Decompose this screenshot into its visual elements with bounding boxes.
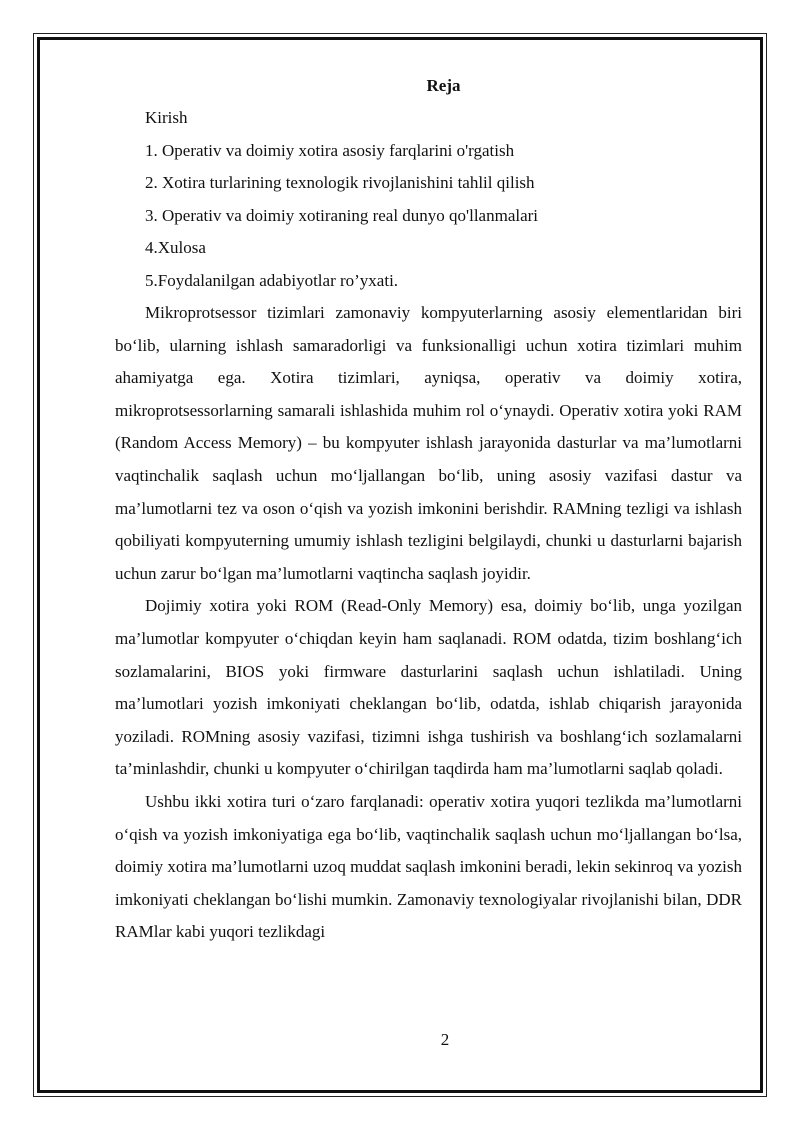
document-title: Reja <box>426 76 461 95</box>
plan-item-introduction: Kirish <box>145 108 188 127</box>
paragraph-2: Dojimiy xotira yoki ROM (Read-Only Memory) esa, doimiy bo‘lib, unga yozilgan ma’lumotlar kompyuter o‘chiqdan keyin ham saqlanadi. ROM odatda, tizim boshlang‘ich sozlamalarini, BIOS yoki firmware dasturlarini saqlash uchun ishlatiladi. Uning ma’lumotlari yozish imkoniyati cheklangan bo‘lib, odatda, ishlab chiqarish jarayonida yoziladi. ROMning asosiy vazifasi, tizimni ishga tushirish va boshlang‘ich sozlamalarni ta’minlashdir, chunki u kompyuter o‘chirilgan taqdirda ham ma’lumotlarni saqlab qoladi. <box>115 596 742 779</box>
plan-item-4: 4.Xulosa <box>145 238 206 257</box>
plan-item-3: 3. Operativ va doimiy xotiraning real dunyo qo'llanmalari <box>145 205 539 225</box>
paragraph-3: Ushbu ikki xotira turi o‘zaro farqlanadi: operativ xotira yuqori tezlikda ma’lumotlarni o‘qish va yozish imkoniyatiga ega bo‘lib, vaqtinchalik saqlash uchun mo‘ljallangan bo‘lsa, doimiy xotira ma’lumotlarni uzoq muddat saqlash imkonini beradi, lekin sekinroq va yozish imkoniyati cheklangan bo‘lishi mumkin. Zamonaviy texnologiyalar rivojlanishi bilan, DDR RAMlar kabi yuqori tezlikdagi <box>115 791 742 942</box>
plan-item-5: 5.Foydalanilgan adabiyotlar ro’yxati. <box>145 270 399 290</box>
paragraph-1: Mikroprotsessor tizimlari zamonaviy kompyuterlarning asosiy elementlaridan biri bo‘lib, ularning ishlash samaradorligi va funksionalligi uchun xotira tizimlari muhim ahamiyatga ega. Xotira tizimlari, ayniqsa, operativ va doimiy xotira, mikroprotsessorlarning samarali ishlashida muhim rol o‘ynaydi. Operativ xotira yoki RAM (Random Access Memory) – bu kompyuter ishlash jarayonida dasturlar va ma’lumotlarni vaqtinchalik saqlash uchun mo‘ljallangan bo‘lib, uning asosiy vazifasi dastur va ma’lumotlarni tez va oson o‘qish va yozish imkonini berishdir. RAMning tezligi va ishlash qobiliyati kompyuterning umumiy ishlash tezligini belgilaydi, chunki u dasturlarni bajarish uchun zarur bo‘lgan ma’lumotlarni vaqtincha saqlash joyidir. <box>115 303 742 583</box>
plan-list <box>115 102 742 297</box>
document-body <box>115 70 742 949</box>
plan-item-2: 2. Xotira turlarining texnologik rivojlanishini tahlil qilish <box>145 173 535 192</box>
plan-item-1: 1. Operativ va doimiy xotira asosiy farqlarini o'rgatish <box>145 140 515 160</box>
page-number: 2 <box>440 1030 450 1049</box>
